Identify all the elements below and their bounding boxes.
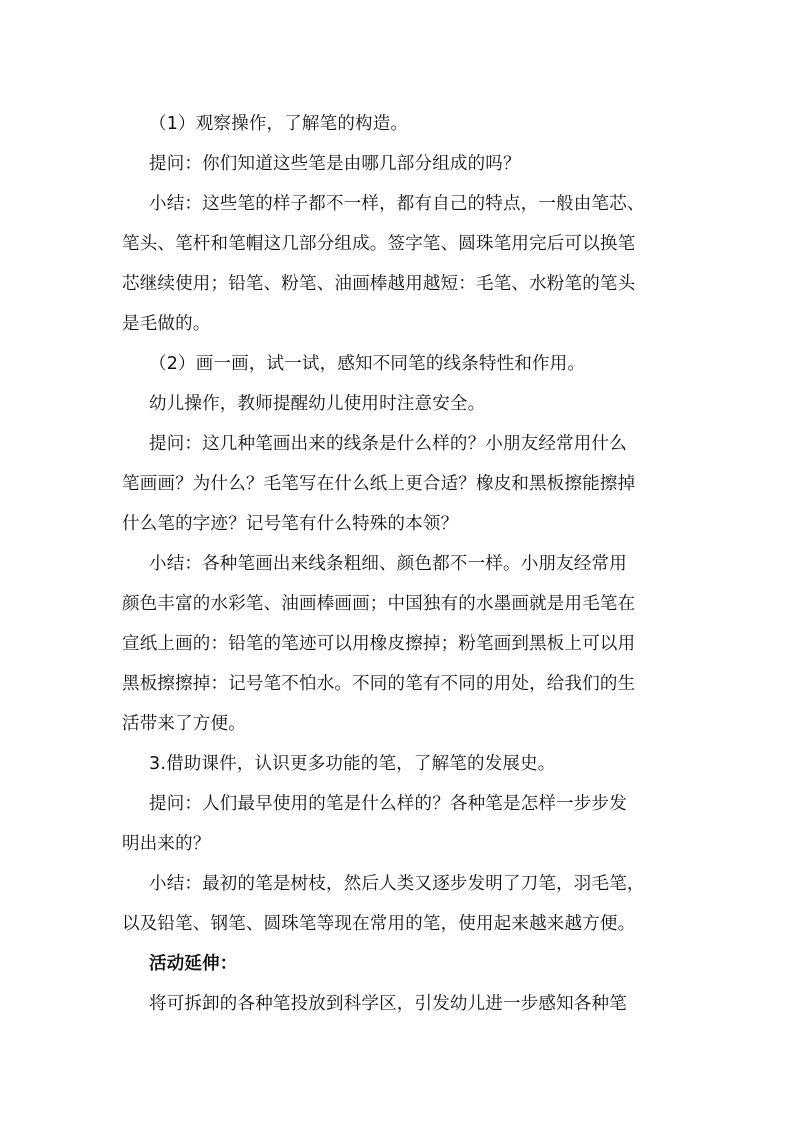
text-line: 3.借助课件，认识更多功能的笔，了解笔的发展史。 xyxy=(149,754,556,774)
text-line: 小结：这些笔的样子都不一样，都有自己的特点，一般由笔芯、 xyxy=(149,194,645,214)
text-line: 以及铅笔、钢笔、圆珠笔等现在常用的笔，使用起来越来越方便。 xyxy=(122,914,636,934)
text-line: 芯继续使用；铅笔、粉笔、油画棒越用越短：毛笔、水粉笔的笔头 xyxy=(122,274,636,294)
paragraph-summary-2 xyxy=(122,544,682,744)
text-line: 笔画画？为什么？毛笔写在什么纸上更合适？橡皮和黑板擦能擦掉 xyxy=(122,474,636,494)
paragraph-courseware-heading xyxy=(122,744,682,784)
text-line: （1）观察操作，了解笔的构造。 xyxy=(149,114,409,134)
paragraph-extension-body xyxy=(122,984,682,1024)
text-line: 明出来的？ xyxy=(122,834,211,854)
paragraph-observe-heading xyxy=(122,104,682,144)
text-line: 幼儿操作，教师提醒幼儿使用时注意安全。 xyxy=(149,394,486,414)
text-line: 活带来了方便。 xyxy=(122,714,246,734)
paragraph-question-3 xyxy=(122,784,682,864)
text-line: 是毛做的。 xyxy=(122,314,211,334)
paragraph-summary-3 xyxy=(122,864,682,944)
text-line: 宣纸上画的：铅笔的笔迹可以用橡皮擦掉；粉笔画到黑板上可以用 xyxy=(122,634,636,654)
text-line: 小结：各种笔画出来线条粗细、颜色都不一样。小朋友经常用 xyxy=(149,554,627,574)
text-line: 提问：人们最早使用的笔是什么样的？各种笔是怎样一步步发 xyxy=(149,794,627,814)
text-line: 什么笔的字迹？记号笔有什么特殊的本领？ xyxy=(122,514,459,534)
text-line: 将可拆卸的各种笔投放到科学区，引发幼儿进一步感知各种笔 xyxy=(149,994,627,1014)
text-line: 黑板擦擦掉：记号笔不怕水。不同的笔有不同的用处，给我们的生 xyxy=(122,674,636,694)
text-line: 提问：你们知道这些笔是由哪几部分组成的吗？ xyxy=(149,154,521,174)
text-line: 小结：最初的笔是树枝，然后人类又逐步发明了刀笔，羽毛笔， xyxy=(149,874,645,894)
paragraph-child-operation xyxy=(122,384,682,424)
paragraph-question-2 xyxy=(122,424,682,544)
paragraph-draw-heading xyxy=(122,344,682,384)
section-heading-activity-extension xyxy=(122,944,682,984)
text-line: 活动延伸： xyxy=(149,954,238,974)
paragraph-summary-1 xyxy=(122,184,682,344)
text-line: 颜色丰富的水彩笔、油画棒画画；中国独有的水墨画就是用毛笔在 xyxy=(122,594,636,614)
paragraph-question-1 xyxy=(122,144,682,184)
document-body xyxy=(122,104,682,1024)
text-line: （2）画一画，试一试，感知不同笔的线条特性和作用。 xyxy=(149,354,586,374)
text-line: 笔头、笔杆和笔帽这几部分组成。签字笔、圆珠笔用完后可以换笔 xyxy=(122,234,636,254)
text-line: 提问：这几种笔画出来的线条是什么样的？小朋友经常用什么 xyxy=(149,434,627,454)
